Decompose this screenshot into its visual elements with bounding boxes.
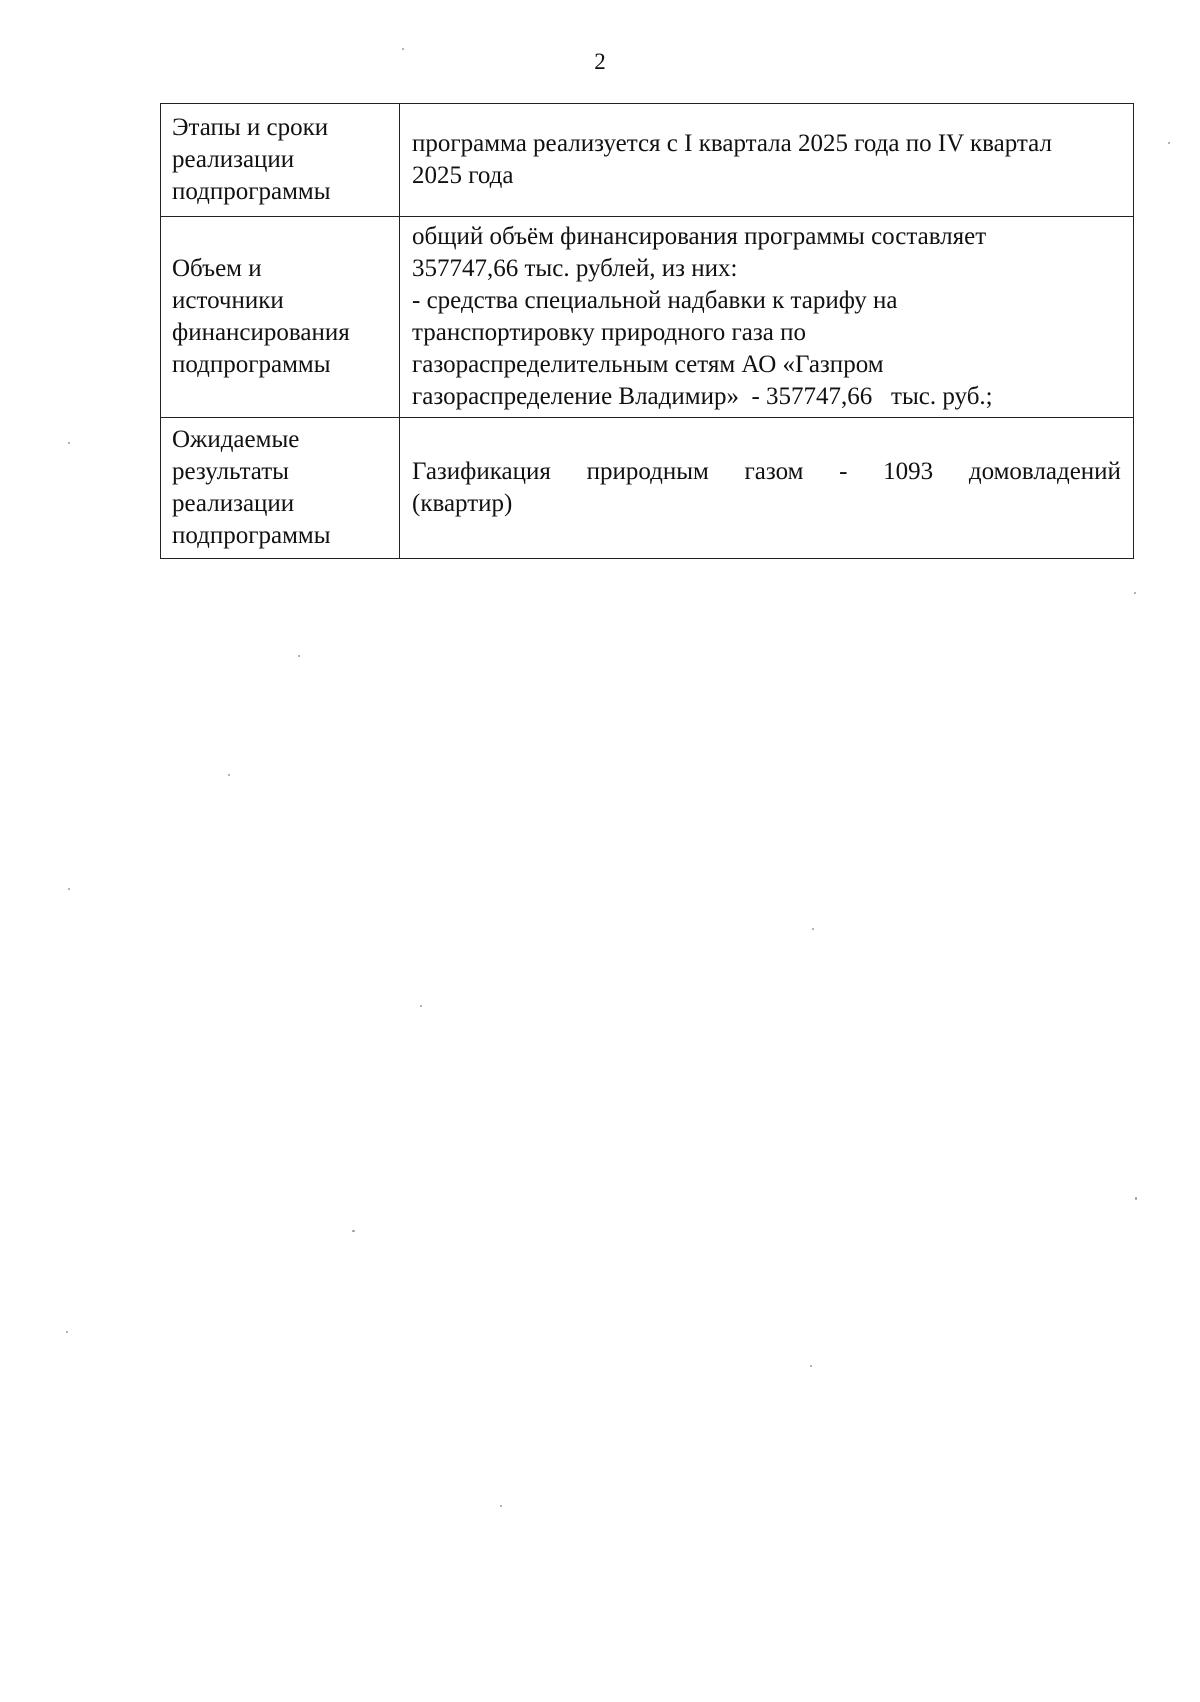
value-line: 2025 года — [412, 162, 514, 189]
value-line: 357747,66 тыс. рублей, из них: — [412, 255, 738, 282]
value-line: программа реализуется с I квартала 2025 года по IV квартал — [412, 130, 1052, 157]
scan-speck — [810, 1365, 812, 1367]
value-word: - — [839, 458, 848, 485]
value-line: газораспределение Владимир» - 357747,66 тыс. руб.; — [412, 383, 993, 410]
scan-speck — [402, 48, 404, 50]
scan-speck — [68, 442, 70, 444]
label-expected-results: Ожидаемые результаты реализации подпрограммы — [161, 418, 400, 559]
table-row-stages — [161, 104, 1134, 217]
scan-speck — [66, 1331, 68, 1333]
value-financing-volume-and-sources — [400, 217, 1134, 418]
value-line: (квартир) — [412, 490, 513, 517]
label-stages-and-terms: Этапы и сроки реализации подпрограммы — [161, 104, 400, 217]
scan-speck — [228, 774, 230, 776]
scan-speck — [352, 1230, 355, 1232]
value-word: Газификация — [412, 458, 551, 485]
value-line: - средства специальной надбавки к тарифу на — [412, 287, 898, 314]
subprogram-passport-table — [160, 103, 1134, 559]
value-line — [412, 456, 1121, 488]
page-number: 2 — [594, 49, 606, 74]
scan-speck — [1168, 142, 1170, 144]
scan-speck — [812, 928, 814, 930]
scan-speck — [68, 888, 70, 890]
value-word: домовладений — [968, 458, 1121, 485]
value-stages-and-terms — [400, 104, 1134, 217]
table-row-financing — [161, 217, 1134, 418]
scan-speck — [420, 1005, 422, 1007]
scan-speck — [1135, 1197, 1137, 1200]
value-expected-results — [400, 418, 1134, 559]
table-row-expected-results — [161, 418, 1134, 559]
scan-speck — [1134, 592, 1136, 594]
value-line: транспортировку природного газа по — [412, 319, 806, 346]
scan-speck — [500, 1505, 502, 1507]
value-line: газораспределительным сетям АО «Газпром — [412, 351, 884, 378]
label-financing-volume-and-sources: Объем и источники финансирования подпрограммы — [161, 217, 400, 418]
value-word: газом — [744, 458, 804, 485]
scan-speck — [298, 655, 300, 657]
value-word: 1093 — [883, 458, 934, 485]
value-word: природным — [586, 458, 709, 485]
value-line: общий объём финансирования программы составляет — [412, 223, 987, 250]
